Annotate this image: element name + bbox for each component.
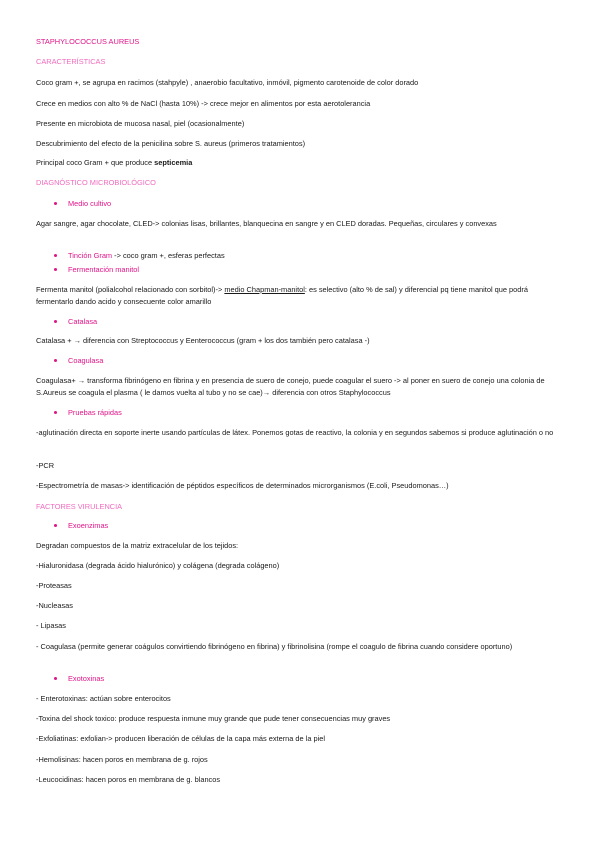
bullet-icon <box>54 268 57 271</box>
paragraph: -Nucleasas <box>36 601 73 610</box>
paragraph: Descubrimiento del efecto de la penicilina sobre S. aureus (primeros tratamientos) <box>36 139 306 148</box>
paragraph: -Hialuronidasa (degrada ácido hialurónico) y colágena (degrada colágeno) <box>36 561 280 570</box>
section-diagnostico: DIAGNÓSTICO MICROBIOLÓGICO <box>36 178 156 187</box>
bullet-exotoxinas: Exotoxinas <box>54 674 104 684</box>
bullet-coagulasa: Coagulasa <box>54 356 103 366</box>
paragraph: -Proteasas <box>36 581 72 590</box>
bullet-tincion-gram: Tinción Gram -> coco gram +, esferas perfectas <box>54 251 225 261</box>
bullet-icon <box>54 677 57 680</box>
paragraph: -Leucocidinas: hacen poros en membrana de g. blancos <box>36 775 221 784</box>
paragraph: Coco gram +, se agrupa en racimos (stahpyle) , anaerobio facultativo, inmóvil, pigmento carotenoide de color dorado <box>36 78 419 87</box>
paragraph-fermentacion: Fermenta manitol (polialcohol relacionado con sorbitol)-> medio Chapman-manitol: es selectivo (alto % de sal) y diferencial pq tiene manitol que podrá fermentarlo dando acido y consecuente color amarillo <box>36 285 528 306</box>
bullet-catalasa: Catalasa <box>54 317 97 327</box>
underlined-term: medio Chapman-manitol <box>224 285 305 294</box>
paragraph: -Exfoliatinas: exfolian-> producen liberación de células de la capa más externa de la piel <box>36 734 326 743</box>
paragraph: -Espectrometría de masas-> identificación de péptidos específicos de determinados microrganismos (E.coli, Pseudomonas…) <box>36 481 449 490</box>
section-caracteristicas: CARACTERÍSTICAS <box>36 57 106 66</box>
paragraph: - Lipasas <box>36 621 66 630</box>
paragraph: - Enterotoxinas: actúan sobre enterocitos <box>36 694 171 703</box>
bullet-exoenzimas: Exoenzimas <box>54 521 108 531</box>
paragraph-septicemia: Principal coco Gram + que produce septicemia <box>36 158 193 167</box>
paragraph: Crece en medios con alto % de NaCl (hasta 10%) -> crece mejor en alimentos por esta aerotolerancia <box>36 99 371 108</box>
paragraph: Degradan compuestos de la matriz extracelular de los tejidos: <box>36 541 239 550</box>
paragraph: Catalasa + → diferencia con Streptococcus y Eenterococcus (gram + los dos también pero catalasa -) <box>36 336 370 345</box>
bullet-icon <box>54 359 57 362</box>
bold-term: septicemia <box>154 158 193 167</box>
paragraph: -Hemolisinas: hacen poros en membrana de g. rojos <box>36 755 208 764</box>
doc-title: STAPHYLOCOCCUS AUREUS <box>36 37 140 46</box>
paragraph: Agar sangre, agar chocolate, CLED-> colonias lisas, brillantes, blanquecina en sangre y en CLED doradas. Pequeñas, circulares y convexas <box>36 219 497 228</box>
paragraph: -PCR <box>36 461 55 470</box>
bullet-medio-cultivo: Medio cultivo <box>54 199 111 209</box>
paragraph: -aglutinación directa en soporte inerte usando partículas de látex. Ponemos gotas de reactivo, la colonia y en segundos sabemos si produce aglutinación o no <box>36 428 554 437</box>
bullet-icon <box>54 524 57 527</box>
bullet-fermentacion: Fermentación manitol <box>54 265 139 275</box>
paragraph: Coagulasa+ → transforma fibrinógeno en fibrina y en presencia de suero de conejo, puede coagular el suero -> al poner en suero de conejo una colonia de S.Aureus se coagula el plasma ( le damos vuelta al tubo y no se cae)→ diferencia con otros Staphylococcus <box>36 376 545 397</box>
paragraph: -Toxina del shock toxico: produce respuesta inmune muy grande que pude tener consecuencias muy graves <box>36 714 391 723</box>
bullet-icon <box>54 254 57 257</box>
bullet-pruebas-rapidas: Pruebas rápidas <box>54 408 122 418</box>
paragraph: - Coagulasa (permite generar coágulos convirtiendo fibrinógeno en fibrina) y fibrinolisina (rompe el coagulo de fibrina cuando considere oportuno) <box>36 642 513 651</box>
paragraph: Presente en microbiota de mucosa nasal, piel (ocasionalmente) <box>36 119 245 128</box>
section-factores: FACTORES VIRULENCIA <box>36 502 123 511</box>
bullet-icon <box>54 202 57 205</box>
bullet-icon <box>54 411 57 414</box>
bullet-icon <box>54 320 57 323</box>
